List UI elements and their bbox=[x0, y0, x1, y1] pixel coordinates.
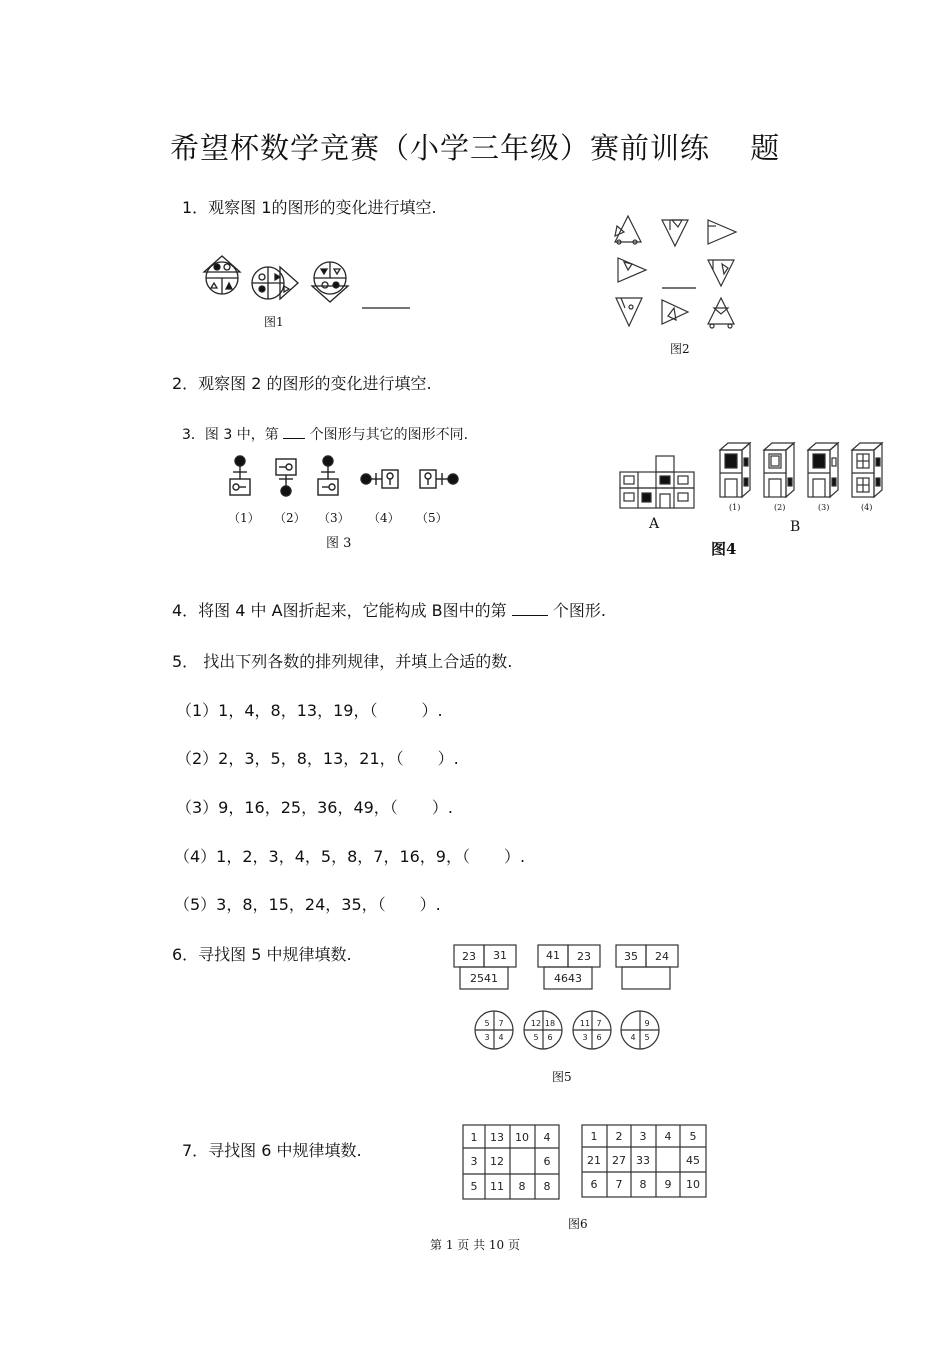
sequence-1-text: （1）1，4，8，13，19，（ bbox=[176, 701, 378, 720]
fig6-grid1-cell: 10 bbox=[515, 1131, 529, 1144]
sequence-1-end: ）. bbox=[421, 701, 443, 720]
fig4-cube-2 bbox=[764, 443, 794, 497]
fig3-shape-4 bbox=[361, 470, 398, 488]
fig5-c4-br: 5 bbox=[644, 1033, 650, 1042]
fig5-c1-tr: 7 bbox=[498, 1019, 504, 1028]
fig6-grid2-cell: 6 bbox=[590, 1178, 598, 1191]
fig3-label-5: （5） bbox=[416, 511, 448, 525]
fig5-box-3-top-left: 35 bbox=[624, 950, 638, 963]
sequence-3-end: ）. bbox=[431, 798, 453, 817]
figure-4-net-A bbox=[618, 454, 696, 512]
fig2-shape-7 bbox=[662, 300, 688, 324]
fig4-cube-label-3: (3) bbox=[818, 503, 830, 512]
figure-4-cubes-B bbox=[716, 440, 886, 502]
fig3-label-3: （3） bbox=[318, 511, 350, 525]
fig3-shape-3 bbox=[318, 456, 338, 495]
fig5-c1-br: 4 bbox=[498, 1033, 504, 1042]
fig4-caption: 图4 bbox=[711, 540, 737, 558]
question-3-blank[interactable] bbox=[283, 438, 305, 439]
question-3-text-pre: 3．图 3 中，第 bbox=[182, 427, 279, 443]
fig6-grid1-cell: 13 bbox=[490, 1131, 504, 1144]
fig1-shape-1 bbox=[204, 256, 240, 294]
fig2-shape-2 bbox=[662, 220, 688, 246]
question-1: 1．观察图 1的图形的变化进行填空. bbox=[182, 198, 437, 217]
fig5-box-2-top-left: 41 bbox=[546, 949, 560, 962]
fig5-circle-3 bbox=[573, 1011, 611, 1049]
fig3-shape-2 bbox=[276, 459, 296, 496]
fig3-shape-1 bbox=[230, 456, 250, 495]
fig2-shape-4 bbox=[618, 258, 646, 282]
fig5-c2-bl: 5 bbox=[533, 1033, 539, 1042]
question-4 bbox=[172, 598, 606, 621]
fig5-c3-br: 6 bbox=[596, 1033, 602, 1042]
figure-1 bbox=[200, 252, 420, 332]
figure-5 bbox=[450, 942, 690, 1054]
sequence-5 bbox=[174, 892, 441, 915]
question-3-text-post: 个图形与其它的图形不同. bbox=[309, 427, 469, 443]
sequence-2-text: （2）2，3，5，8，13，21，（ bbox=[176, 749, 404, 768]
fig5-c1-bl: 3 bbox=[484, 1033, 490, 1042]
fig6-grid2-cell: 3 bbox=[639, 1130, 647, 1143]
fig6-grid2-cell: 21 bbox=[587, 1154, 601, 1167]
page-footer: 第 1 页 共 10 页 bbox=[430, 1238, 520, 1252]
fig5-box-1-bottom: 2541 bbox=[470, 972, 498, 985]
fig6-grid2-cell: 8 bbox=[639, 1178, 647, 1191]
question-3 bbox=[182, 424, 468, 444]
fig4-cube-3 bbox=[808, 443, 838, 497]
question-4-text-pre: 4．将图 4 中 A图折起来，它能构成 B图中的第 bbox=[172, 601, 507, 620]
sequence-2-end: ）. bbox=[437, 749, 459, 768]
fig6-grid2-cell: 33 bbox=[636, 1154, 650, 1167]
fig6-grid1-cell: 8 bbox=[543, 1180, 551, 1193]
fig6-grid2-cell: 7 bbox=[615, 1178, 623, 1191]
fig6-grid2-cell: 4 bbox=[664, 1130, 672, 1143]
fig5-circle-4 bbox=[621, 1011, 659, 1049]
question-4-text-post: 个图形. bbox=[552, 601, 606, 620]
fig6-grid1-cell: 4 bbox=[543, 1131, 551, 1144]
fig4-cube-label-1: (1) bbox=[729, 503, 741, 512]
fig5-c4-bl: 4 bbox=[630, 1033, 636, 1042]
fig6-grid2-cell: 10 bbox=[686, 1178, 700, 1191]
question-4-blank[interactable] bbox=[512, 615, 548, 616]
fig3-caption: 图 3 bbox=[326, 536, 352, 551]
figure-3 bbox=[220, 455, 470, 503]
question-5: 5． 找出下列各数的排列规律，并填上合适的数. bbox=[172, 652, 513, 671]
fig6-grid1-cell: 3 bbox=[470, 1155, 478, 1168]
sequence-3-text: （3）9，16，25，36，49，（ bbox=[176, 798, 398, 817]
fig2-shape-8 bbox=[708, 298, 734, 328]
fig4-cube-1 bbox=[720, 443, 750, 497]
fig1-caption: 图1 bbox=[264, 315, 284, 329]
fig5-c2-tr: 18 bbox=[544, 1019, 556, 1028]
fig3-label-2: （2） bbox=[274, 511, 306, 525]
fig3-label-1: （1） bbox=[228, 511, 260, 525]
fig5-box-2-bottom: 4643 bbox=[554, 972, 582, 985]
fig4-cube-4 bbox=[852, 443, 882, 497]
fig5-box-3-top-right: 24 bbox=[655, 950, 669, 963]
fig2-shape-3 bbox=[708, 220, 736, 244]
fig4-label-B: B bbox=[790, 519, 801, 535]
fig3-label-4: （4） bbox=[368, 511, 400, 525]
fig5-box-2-top-right: 23 bbox=[577, 950, 591, 963]
sequence-3 bbox=[176, 795, 453, 818]
fig5-box-1-top-right: 31 bbox=[493, 949, 507, 962]
fig5-caption: 图5 bbox=[552, 1070, 572, 1084]
fig5-c3-tl: 11 bbox=[579, 1019, 591, 1028]
fig6-grid1-cell: 1 bbox=[470, 1131, 478, 1144]
fig2-shape-6 bbox=[616, 298, 642, 326]
fig5-c3-tr: 7 bbox=[596, 1019, 602, 1028]
fig5-c2-br: 6 bbox=[547, 1033, 553, 1042]
fig1-shape-3 bbox=[312, 262, 348, 302]
sequence-5-text: （5）3，8，15，24，35，（ bbox=[174, 895, 386, 914]
fig6-grid2-cell: 1 bbox=[590, 1130, 598, 1143]
sequence-2 bbox=[176, 746, 459, 769]
fig5-box-1-top-left: 23 bbox=[462, 950, 476, 963]
sequence-1 bbox=[176, 698, 443, 721]
fig5-c1-tl: 5 bbox=[484, 1019, 490, 1028]
fig4-label-A: A bbox=[649, 516, 660, 532]
fig6-grid2-cell: 45 bbox=[686, 1154, 700, 1167]
sequence-5-end: ）. bbox=[419, 895, 441, 914]
page-title: 希望杯数学竞赛（小学三年级）赛前训练 题 bbox=[170, 131, 781, 165]
question-7: 7．寻找图 6 中规律填数. bbox=[182, 1141, 362, 1160]
fig3-shape-5 bbox=[420, 470, 458, 488]
fig5-circle-1 bbox=[475, 1011, 513, 1049]
fig6-grid2-cell: 27 bbox=[612, 1154, 626, 1167]
sequence-4 bbox=[174, 844, 525, 867]
figure-6 bbox=[460, 1122, 710, 1202]
fig5-c3-bl: 3 bbox=[582, 1033, 588, 1042]
fig6-grid2-cell: 5 bbox=[689, 1130, 697, 1143]
fig4-cube-label-4: (4) bbox=[861, 503, 873, 512]
fig6-caption: 图6 bbox=[568, 1217, 588, 1231]
fig6-grid1-cell: 8 bbox=[518, 1180, 526, 1193]
fig6-grid1-cell: 5 bbox=[470, 1180, 478, 1193]
sequence-4-end: ）. bbox=[503, 847, 526, 866]
fig6-grid1-cell: 6 bbox=[543, 1155, 551, 1168]
fig1-shape-2 bbox=[252, 267, 298, 299]
fig5-c2-tl: 12 bbox=[530, 1019, 542, 1028]
fig6-grid1-cell: 11 bbox=[490, 1180, 504, 1193]
fig6-grid2-cell: 2 bbox=[615, 1130, 623, 1143]
fig2-shape-5 bbox=[708, 260, 734, 286]
fig2-shape-1 bbox=[615, 216, 641, 244]
fig6-grid2-cell: 9 bbox=[664, 1178, 672, 1191]
fig5-c4-tr: 9 bbox=[644, 1019, 650, 1028]
fig5-circle-2 bbox=[524, 1011, 562, 1049]
sequence-4-text: （4）1，2，3，4，5，8，7，16，9，（ bbox=[174, 847, 470, 866]
figure-2 bbox=[610, 212, 745, 337]
fig6-grid1-cell: 12 bbox=[490, 1155, 504, 1168]
question-6: 6．寻找图 5 中规律填数. bbox=[172, 945, 352, 964]
fig4-cube-label-2: (2) bbox=[774, 503, 786, 512]
fig2-caption: 图2 bbox=[670, 342, 690, 356]
question-2: 2．观察图 2 的图形的变化进行填空. bbox=[172, 374, 432, 393]
